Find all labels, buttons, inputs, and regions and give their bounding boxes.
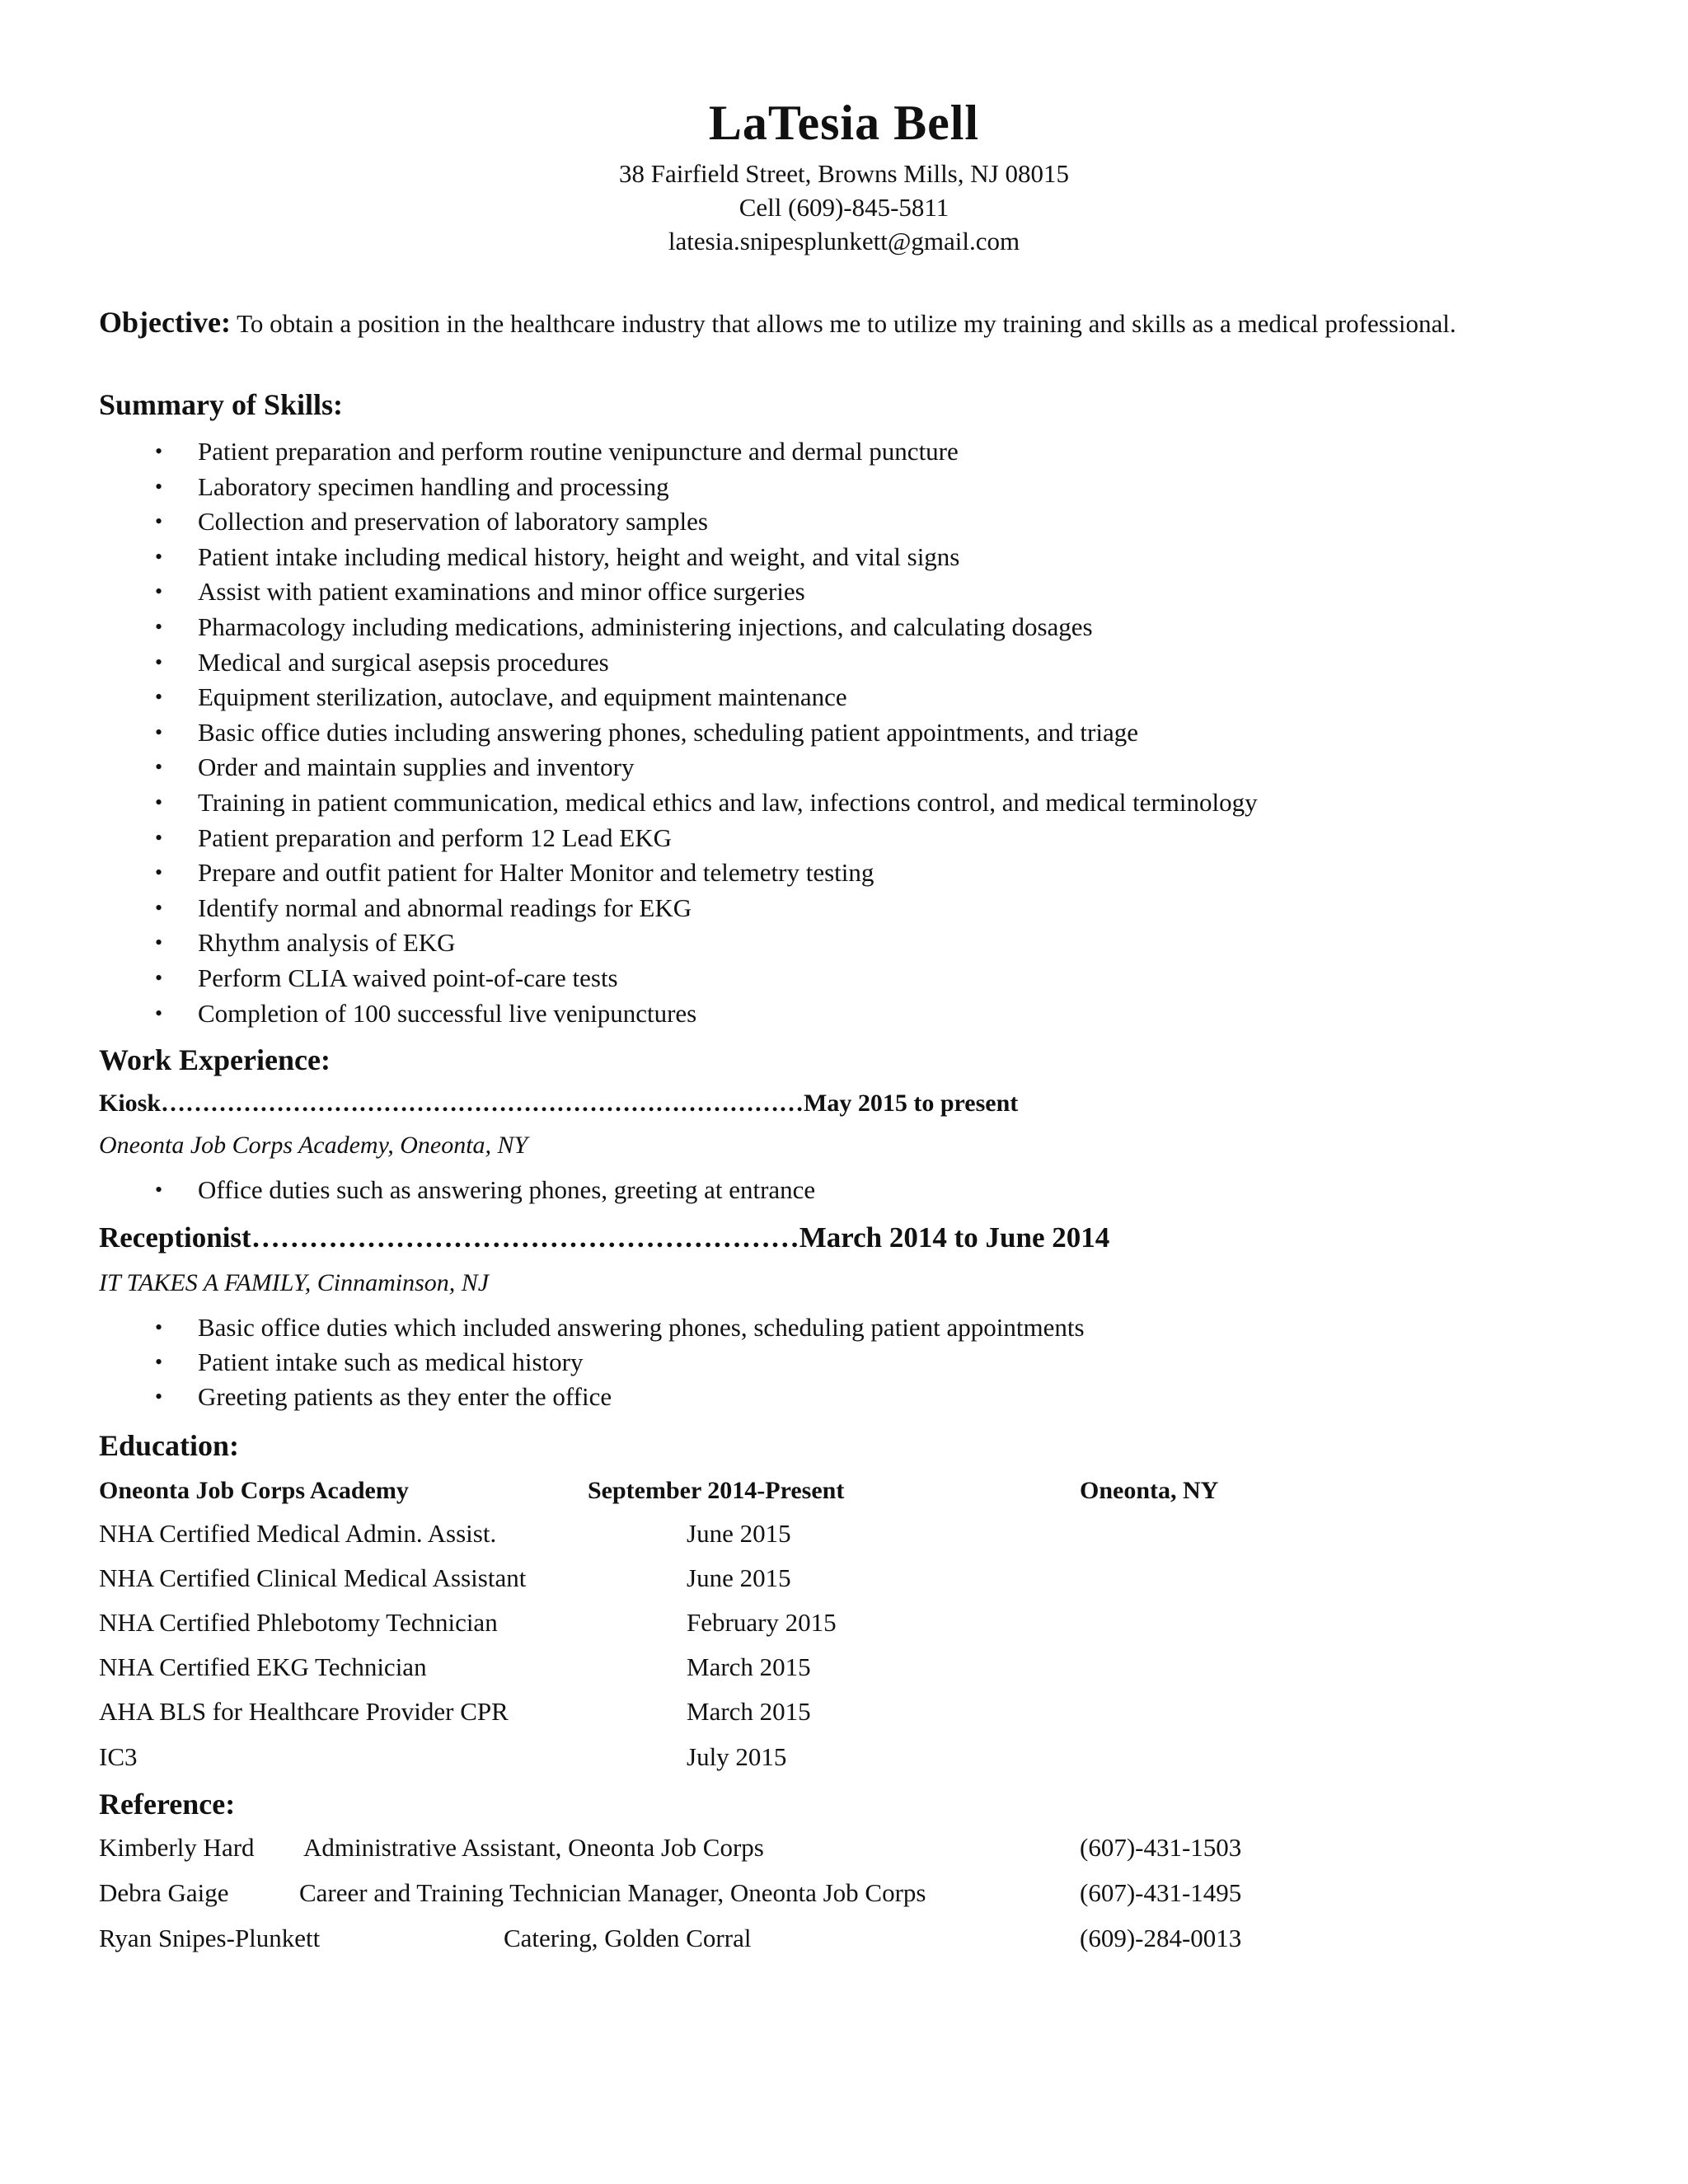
cert-date: June 2015: [687, 1563, 791, 1592]
skill-item: • Identify normal and abnormal readings for EKG: [0, 891, 1258, 926]
reference-phone: (607)-431-1503: [1080, 1833, 1242, 1862]
cert-date: March 2015: [687, 1652, 811, 1681]
job-title-receptionist: Receptionist…………………………………………………March 2014 to June 2014: [99, 1221, 1110, 1254]
reference-role: Administrative Assistant, Oneonta Job Corps: [303, 1833, 764, 1862]
duty-item: • Patient intake such as medical history: [0, 1345, 1085, 1380]
skills-list: [0, 434, 1258, 1031]
objective-text: To obtain a position in the healthcare industry that allows me to utilize my training and skills as a medical professional.: [237, 309, 1456, 338]
skill-item: • Patient intake including medical history, height and weight, and vital signs: [0, 540, 1258, 575]
skill-item: • Equipment sterilization, autoclave, and equipment maintenance: [0, 680, 1258, 715]
skill-item: • Patient preparation and perform 12 Lead EKG: [0, 821, 1258, 856]
duty-item: • Greeting patients as they enter the office: [0, 1380, 1085, 1414]
skill-item: • Rhythm analysis of EKG: [0, 926, 1258, 961]
phone: Cell (609)-845-5811: [738, 193, 950, 222]
cert-name: AHA BLS for Healthcare Provider CPR: [99, 1697, 509, 1726]
cert-date: March 2015: [687, 1697, 811, 1726]
skill-item: • Perform CLIA waived point-of-care tests: [0, 961, 1258, 996]
job-title-kiosk: Kiosk……………………………………………………………………May 2015 to present: [99, 1090, 1019, 1117]
school-dates: September 2014-Present: [588, 1477, 845, 1504]
reference-role: Catering, Golden Corral: [504, 1924, 752, 1952]
reference-role: Career and Training Technician Manager, Oneonta Job Corps: [299, 1878, 926, 1907]
duty-item: • Basic office duties which included answering phones, scheduling patient appointments: [0, 1310, 1085, 1345]
reference-phone: (609)-284-0013: [1080, 1924, 1242, 1952]
reference-name: Kimberly Hard: [99, 1833, 255, 1862]
job-company: IT TAKES A FAMILY, Cinnaminson, NJ: [99, 1269, 490, 1296]
cert-date: July 2015: [687, 1742, 787, 1771]
skill-item: • Pharmacology including medications, administering injections, and calculating dosages: [0, 610, 1258, 645]
skill-item: • Order and maintain supplies and inventory: [0, 750, 1258, 785]
education-heading: Education:: [99, 1429, 240, 1462]
skill-item: • Training in patient communication, medical ethics and law, infections control, and medical terminology: [0, 785, 1258, 821]
address: 38 Fairfield Street, Browns Mills, NJ 08015: [619, 159, 1069, 188]
cert-date: February 2015: [687, 1608, 837, 1637]
resume-name: LaTesia Bell: [708, 96, 980, 150]
reference-name: Ryan Snipes-Plunkett: [99, 1924, 321, 1952]
cert-name: NHA Certified Medical Admin. Assist.: [99, 1519, 497, 1548]
cert-name: NHA Certified Clinical Medical Assistant: [99, 1563, 527, 1592]
cert-name: NHA Certified Phlebotomy Technician: [99, 1608, 498, 1637]
skill-item: • Collection and preservation of laboratory samples: [0, 504, 1258, 540]
job-company: Oneonta Job Corps Academy, Oneonta, NY: [99, 1132, 528, 1159]
skill-item: • Medical and surgical asepsis procedures: [0, 645, 1258, 681]
reference-phone: (607)-431-1495: [1080, 1878, 1242, 1907]
skill-item: • Patient preparation and perform routine venipuncture and dermal puncture: [0, 434, 1258, 470]
email: latesia.snipesplunkett@gmail.com: [668, 227, 1020, 255]
cert-date: June 2015: [687, 1519, 791, 1548]
job-duties: [0, 1173, 815, 1207]
cert-name: IC3: [99, 1742, 138, 1771]
duty-item: • Office duties such as answering phones, greeting at entrance: [0, 1173, 815, 1207]
school-location: Oneonta, NY: [1080, 1477, 1219, 1504]
job-duties: [0, 1310, 1085, 1414]
work-heading: Work Experience:: [99, 1043, 331, 1076]
school-name: Oneonta Job Corps Academy: [99, 1477, 409, 1504]
objective-label: Objective:: [99, 306, 231, 339]
reference-name: Debra Gaige: [99, 1878, 229, 1907]
skill-item: • Prepare and outfit patient for Halter Monitor and telemetry testing: [0, 855, 1258, 891]
skills-heading: Summary of Skills:: [99, 388, 344, 421]
skill-item: • Completion of 100 successful live venipunctures: [0, 996, 1258, 1032]
skill-item: • Assist with patient examinations and minor office surgeries: [0, 574, 1258, 610]
cert-name: NHA Certified EKG Technician: [99, 1652, 427, 1681]
references-heading: Reference:: [99, 1788, 236, 1821]
skill-item: • Laboratory specimen handling and processing: [0, 470, 1258, 505]
skill-item: • Basic office duties including answering phones, scheduling patient appointments, and triage: [0, 715, 1258, 751]
objective: [99, 305, 1582, 341]
